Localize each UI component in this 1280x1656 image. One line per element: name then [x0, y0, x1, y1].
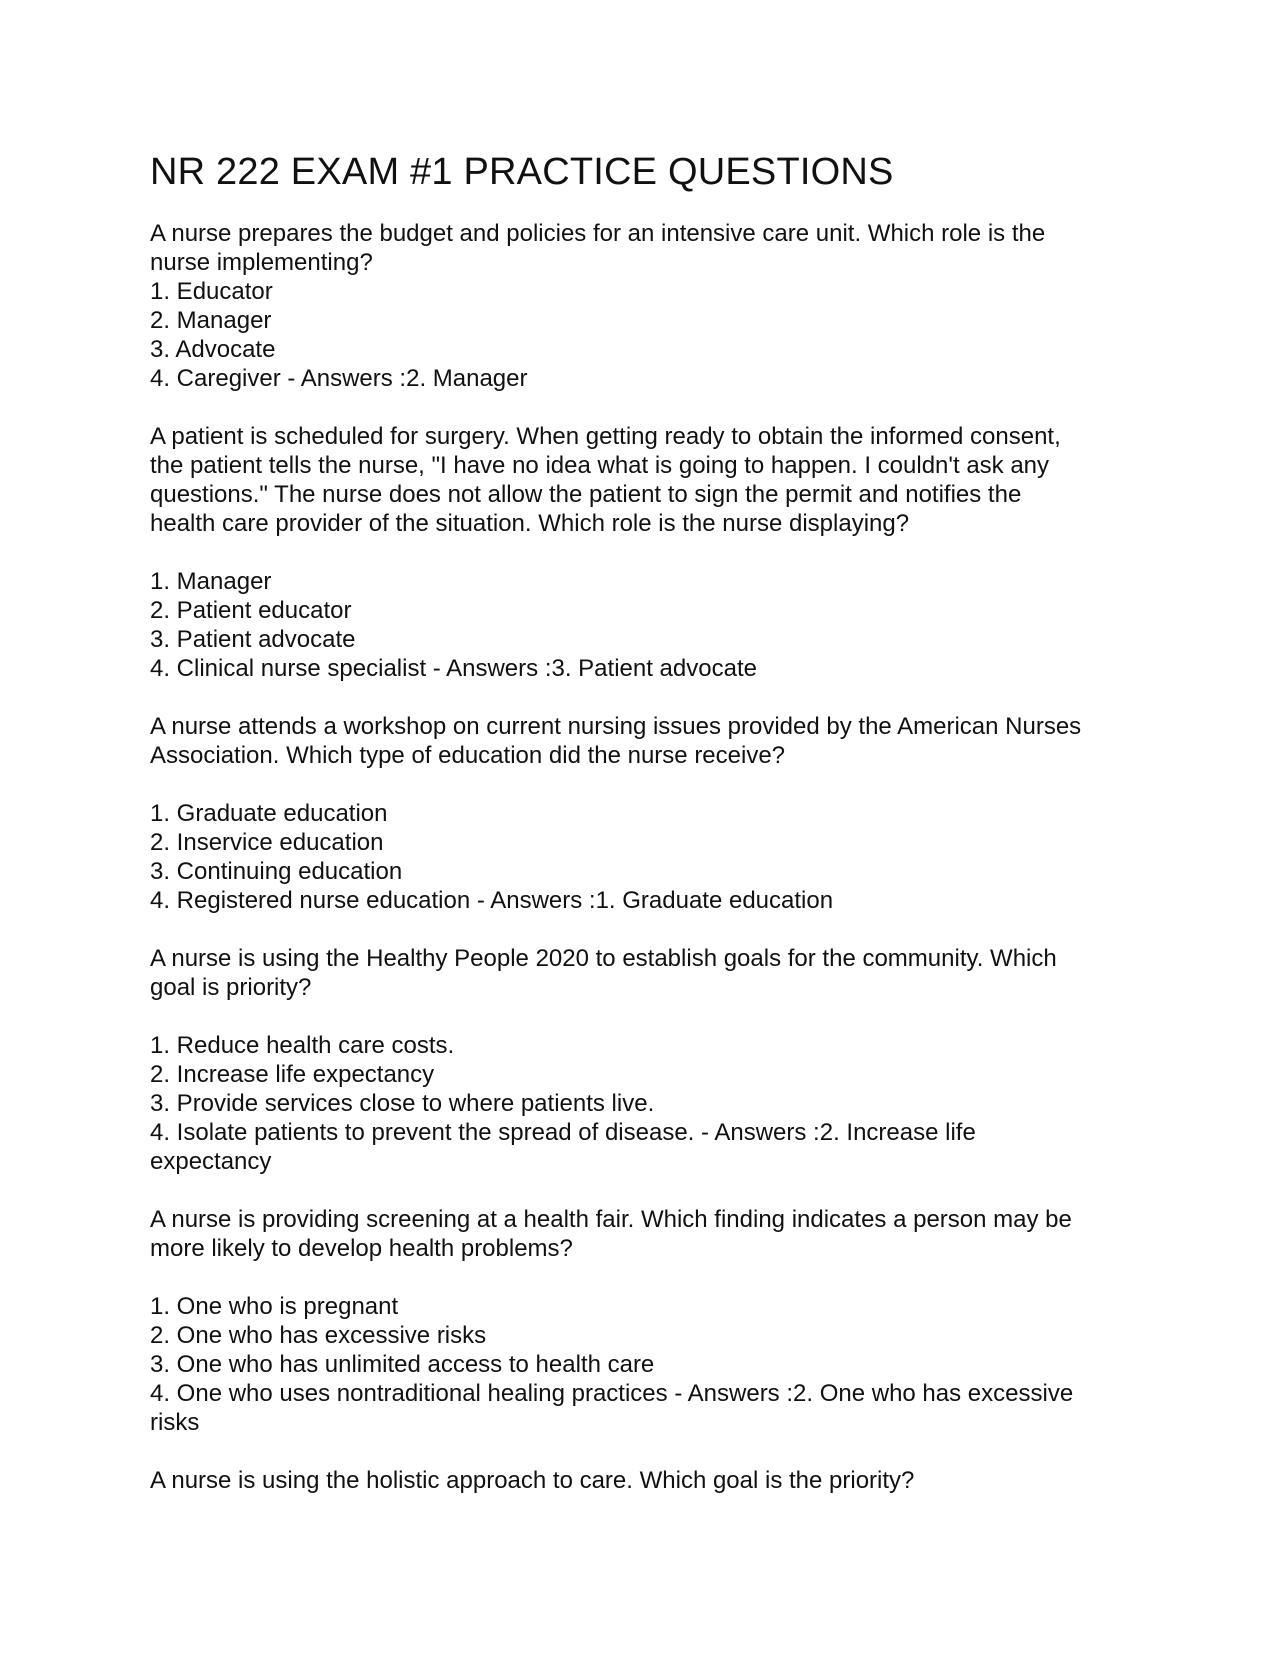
option-line: 1. Reduce health care costs. [150, 1032, 455, 1059]
document-page [150, 150, 1140, 1524]
answer-options-4 [150, 1031, 1140, 1176]
answer-options-2 [150, 567, 1140, 683]
stem-line: Association. Which type of education did the nurse receive? [150, 742, 786, 769]
stem-line: goal is priority? [150, 974, 312, 1001]
answer-options-3 [150, 799, 1140, 915]
stem-line: A patient is scheduled for surgery. When getting ready to obtain the informed consent, [150, 423, 1061, 450]
option-line: 3. One who has unlimited access to health care [150, 1351, 655, 1378]
answer-options-1 [150, 277, 1140, 393]
question-block-2 [150, 422, 1140, 683]
option-line: 2. Manager [150, 307, 272, 334]
stem-line: A nurse attends a workshop on current nursing issues provided by the American Nurses [150, 713, 1082, 740]
option-line-continued: expectancy [150, 1148, 272, 1175]
question-block-1 [150, 219, 1140, 393]
question-stem-6 [150, 1466, 1140, 1495]
option-line: 3. Provide services close to where patients live. [150, 1090, 655, 1117]
option-line-with-answer: 4. Registered nurse education - Answers :1. Graduate education [150, 887, 834, 914]
stem-line: questions." The nurse does not allow the patient to sign the permit and notifies the [150, 481, 1022, 508]
option-line: 2. Increase life expectancy [150, 1061, 435, 1088]
option-line: 2. Inservice education [150, 829, 384, 856]
stem-line: the patient tells the nurse, "I have no idea what is going to happen. I couldn't ask any [150, 452, 1050, 479]
question-stem-4 [150, 944, 1140, 1002]
option-line-with-answer: 4. Clinical nurse specialist - Answers :3. Patient advocate [150, 655, 757, 682]
question-stem-5 [150, 1205, 1140, 1263]
option-line: 1. Manager [150, 568, 272, 595]
stem-line: A nurse is providing screening at a health fair. Which finding indicates a person may be [150, 1206, 1072, 1233]
question-block-4 [150, 944, 1140, 1176]
question-block-6 [150, 1466, 1140, 1495]
stem-line: A nurse prepares the budget and policies for an intensive care unit. Which role is the [150, 220, 1046, 247]
option-line-with-answer: 4. One who uses nontraditional healing practices - Answers :2. One who has excessive [150, 1380, 1074, 1407]
option-line: 2. One who has excessive risks [150, 1322, 487, 1349]
option-line: 1. Educator [150, 278, 273, 305]
option-line: 3. Advocate [150, 336, 276, 363]
option-line: 1. Graduate education [150, 800, 388, 827]
question-stem-1 [150, 219, 1140, 277]
question-stem-2 [150, 422, 1140, 538]
page-title: NR 222 EXAM #1 PRACTICE QUESTIONS [150, 151, 894, 193]
option-line-with-answer: 4. Caregiver - Answers :2. Manager [150, 365, 528, 392]
question-stem-3 [150, 712, 1140, 770]
option-line-with-answer: 4. Isolate patients to prevent the spread of disease. - Answers :2. Increase life [150, 1119, 976, 1146]
option-line: 1. One who is pregnant [150, 1293, 399, 1320]
stem-line: A nurse is using the holistic approach to care. Which goal is the priority? [150, 1467, 915, 1494]
question-block-3 [150, 712, 1140, 915]
option-line: 3. Patient advocate [150, 626, 356, 653]
answer-options-5 [150, 1292, 1140, 1437]
option-line: 2. Patient educator [150, 597, 352, 624]
stem-line: A nurse is using the Healthy People 2020 to establish goals for the community. Which [150, 945, 1057, 972]
stem-line: nurse implementing? [150, 249, 373, 276]
option-line: 3. Continuing education [150, 858, 403, 885]
stem-line: more likely to develop health problems? [150, 1235, 573, 1262]
stem-line: health care provider of the situation. Which role is the nurse displaying? [150, 510, 910, 537]
question-block-5 [150, 1205, 1140, 1437]
option-line-continued: risks [150, 1409, 200, 1436]
